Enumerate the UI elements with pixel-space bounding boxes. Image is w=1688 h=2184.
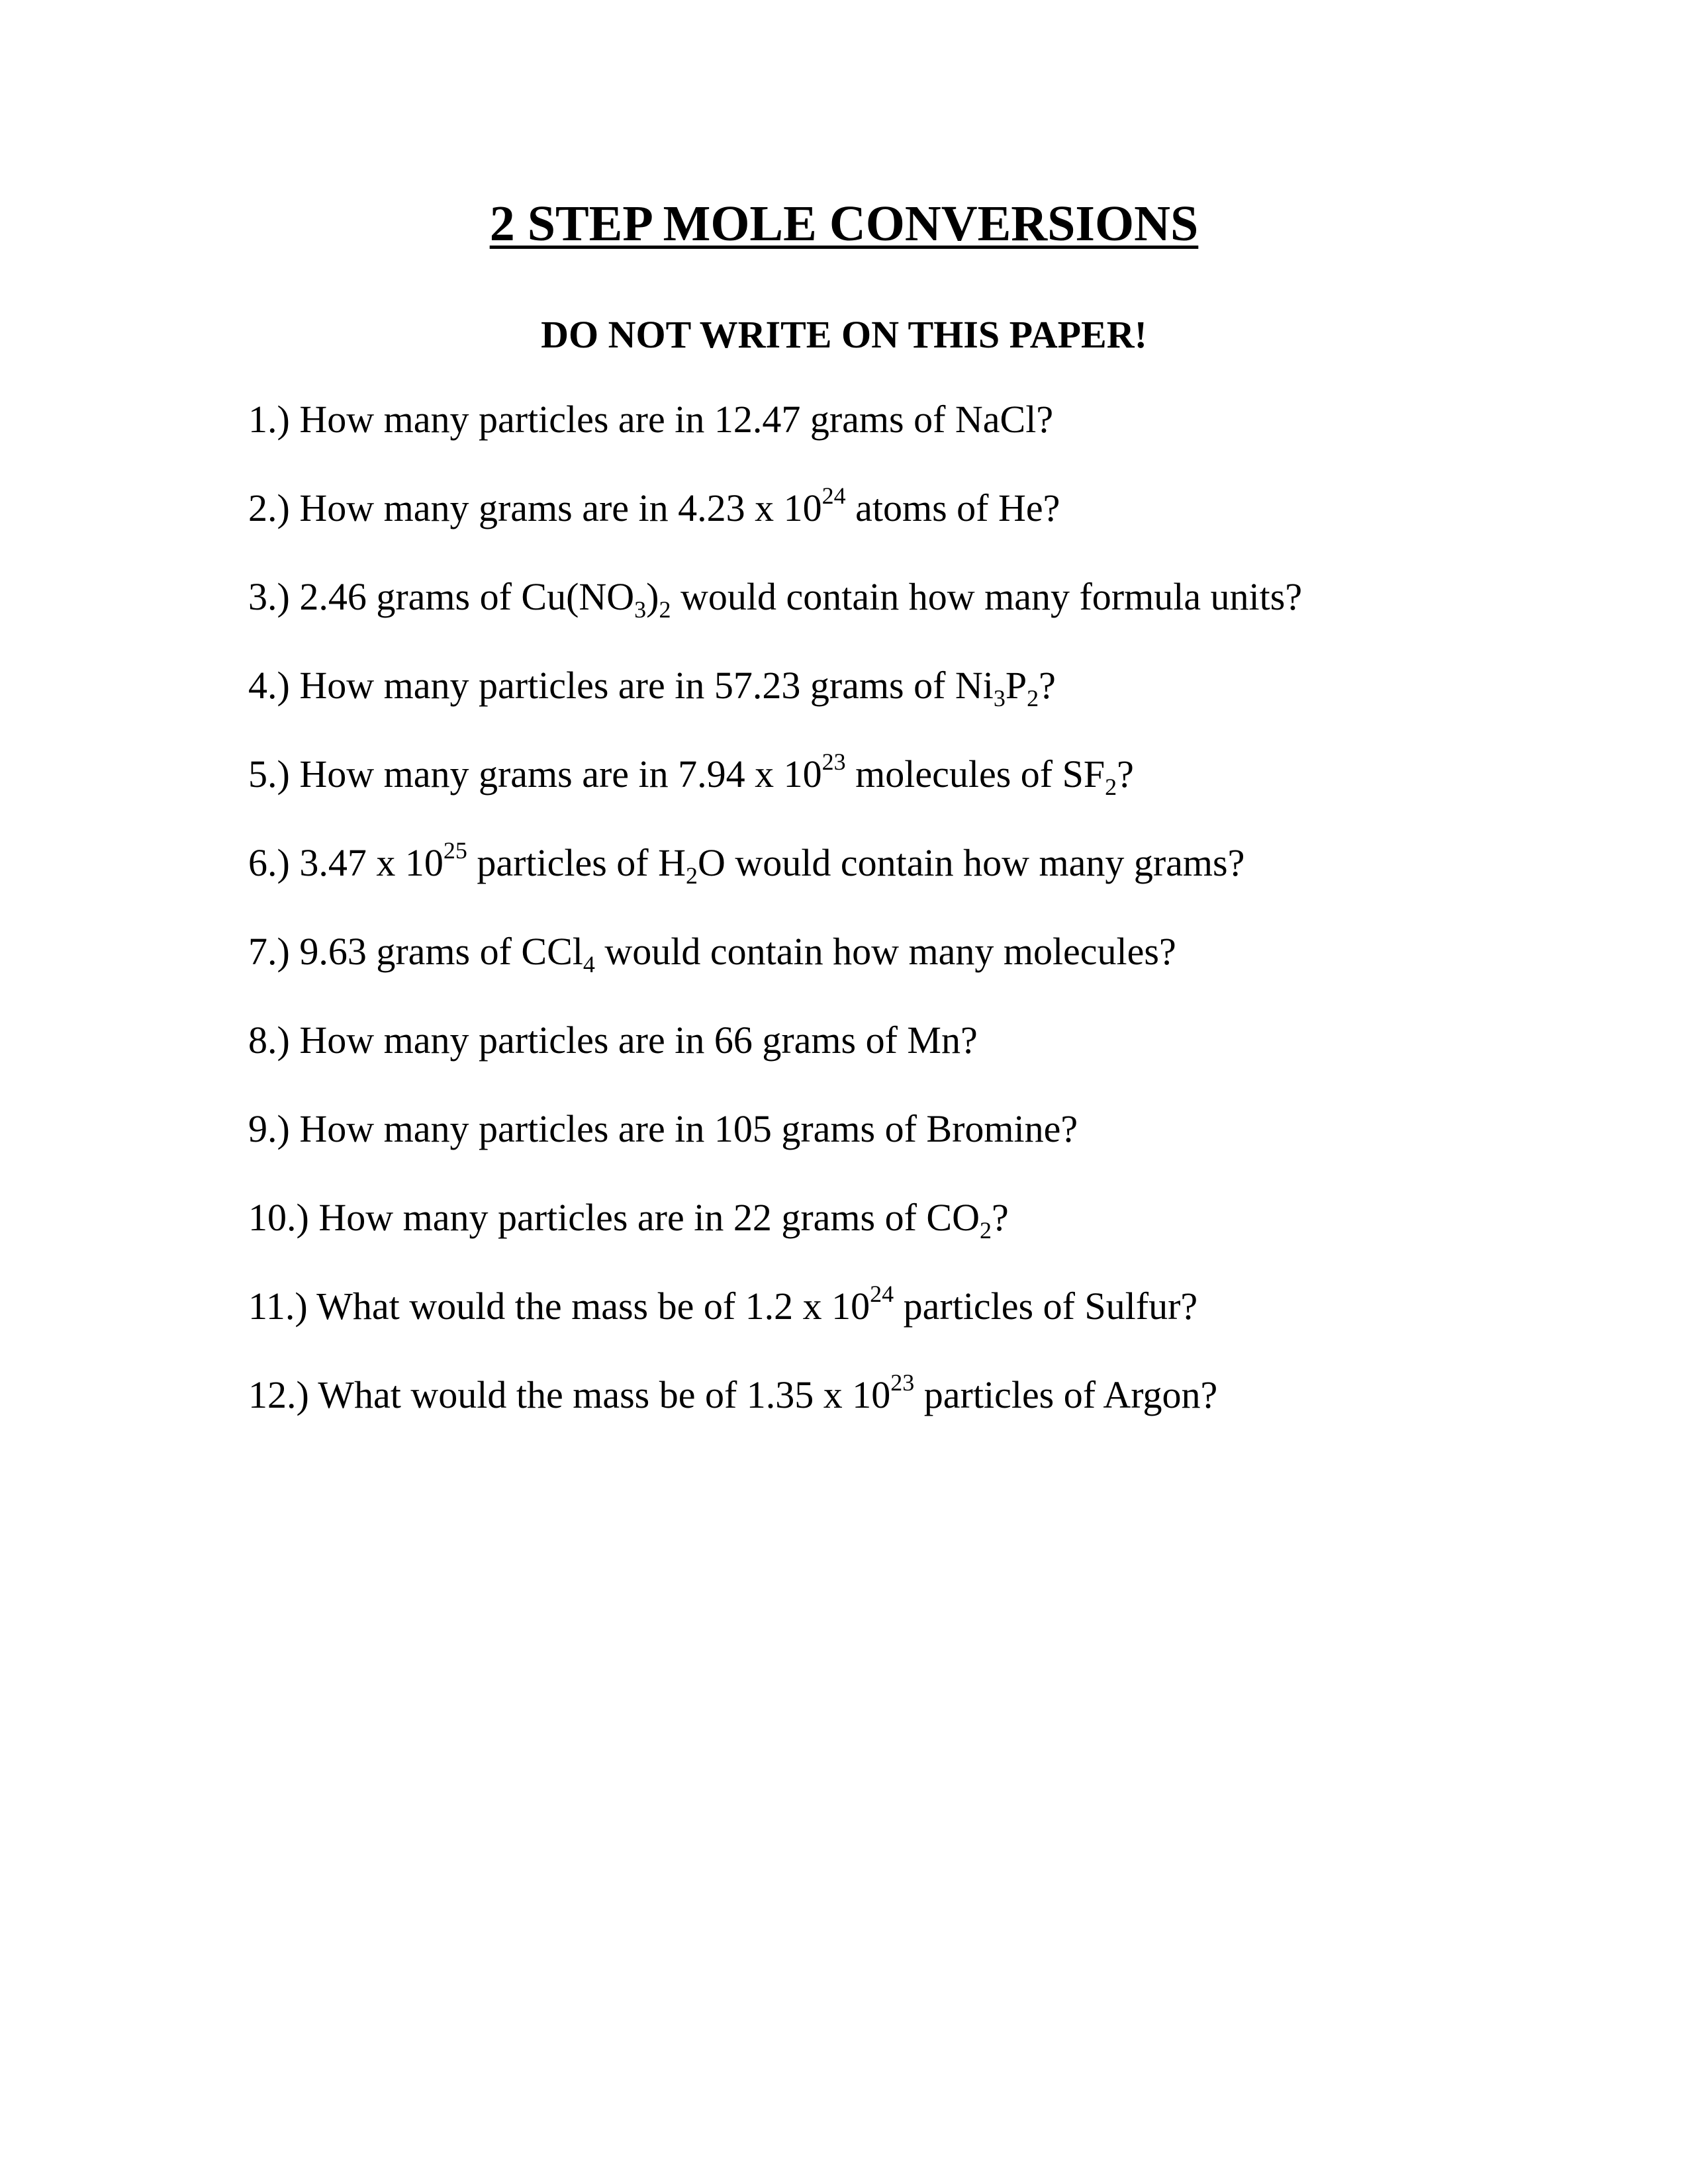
question-item — [248, 1017, 1605, 1105]
question-text: particles of Argon? — [914, 1373, 1218, 1416]
question-text: What would the mass be of 1.2 x 10 — [316, 1285, 870, 1328]
subscript: 4 — [583, 951, 595, 978]
question-text: ? — [991, 1196, 1009, 1239]
page-title: 2 STEP MOLE CONVERSIONS — [489, 196, 1199, 251]
question-text: ? — [1039, 664, 1056, 707]
question-item — [248, 928, 1605, 1017]
question-text: How many particles are in 105 grams of Bromine? — [299, 1107, 1078, 1150]
question-text: 9.63 grams of CCl — [299, 930, 583, 973]
subscript: 2 — [659, 596, 671, 623]
question-number: 1.) — [248, 398, 290, 441]
question-text: How many particles are in 57.23 grams of Ni — [299, 664, 994, 707]
exponent: 24 — [821, 482, 846, 509]
subscript: 2 — [1027, 685, 1039, 711]
question-text: What would the mass be of 1.35 x 10 — [318, 1373, 891, 1416]
question-text: ? — [1117, 752, 1134, 796]
question-item — [248, 839, 1605, 928]
subscript: 3 — [993, 685, 1006, 711]
question-number: 8.) — [248, 1019, 290, 1062]
exponent: 24 — [870, 1281, 894, 1307]
question-text: How many grams are in 7.94 x 10 — [299, 752, 822, 796]
question-number: 6.) — [248, 841, 290, 884]
question-number: 2.) — [248, 486, 290, 529]
question-text: ) — [646, 575, 659, 618]
question-number: 3.) — [248, 575, 290, 618]
question-text: particles of Sulfur? — [894, 1285, 1198, 1328]
question-text: 2.46 grams of Cu(NO — [299, 575, 635, 618]
question-item — [248, 1194, 1605, 1283]
subscript: 2 — [1105, 774, 1117, 800]
question-text: molecules of SF — [845, 752, 1105, 796]
question-item — [248, 396, 1605, 484]
question-item — [248, 662, 1605, 751]
question-number: 7.) — [248, 930, 290, 973]
question-number: 11.) — [248, 1285, 308, 1328]
question-text: How many grams are in 4.23 x 10 — [299, 486, 822, 529]
page-subtitle: DO NOT WRITE ON THIS PAPER! — [541, 313, 1147, 356]
question-text: How many particles are in 12.47 grams of NaCl? — [299, 398, 1054, 441]
question-item — [248, 484, 1605, 573]
question-text: How many particles are in 22 grams of CO — [318, 1196, 980, 1239]
question-number: 10.) — [248, 1196, 309, 1239]
question-number: 9.) — [248, 1107, 290, 1150]
question-text: How many particles are in 66 grams of Mn? — [299, 1019, 978, 1062]
question-item — [248, 573, 1605, 662]
subscript: 3 — [634, 596, 647, 623]
subscript: 2 — [686, 862, 698, 889]
question-item — [248, 1283, 1605, 1371]
subscript: 2 — [979, 1217, 992, 1244]
question-item — [248, 1371, 1605, 1460]
question-text: would contain how many molecules? — [594, 930, 1176, 973]
question-number: 12.) — [248, 1373, 309, 1416]
exponent: 23 — [821, 749, 846, 775]
question-list — [248, 396, 1605, 1460]
question-item — [248, 751, 1605, 839]
question-number: 4.) — [248, 664, 290, 707]
question-text: atoms of He? — [845, 486, 1060, 529]
question-text: particles of H — [467, 841, 686, 884]
exponent: 23 — [890, 1369, 915, 1396]
question-number: 5.) — [248, 752, 290, 796]
question-item — [248, 1105, 1605, 1194]
question-text: 3.47 x 10 — [299, 841, 444, 884]
question-text: P — [1005, 664, 1027, 707]
exponent: 25 — [443, 837, 467, 864]
question-text: O would contain how many grams? — [698, 841, 1245, 884]
question-text: would contain how many formula units? — [671, 575, 1303, 618]
